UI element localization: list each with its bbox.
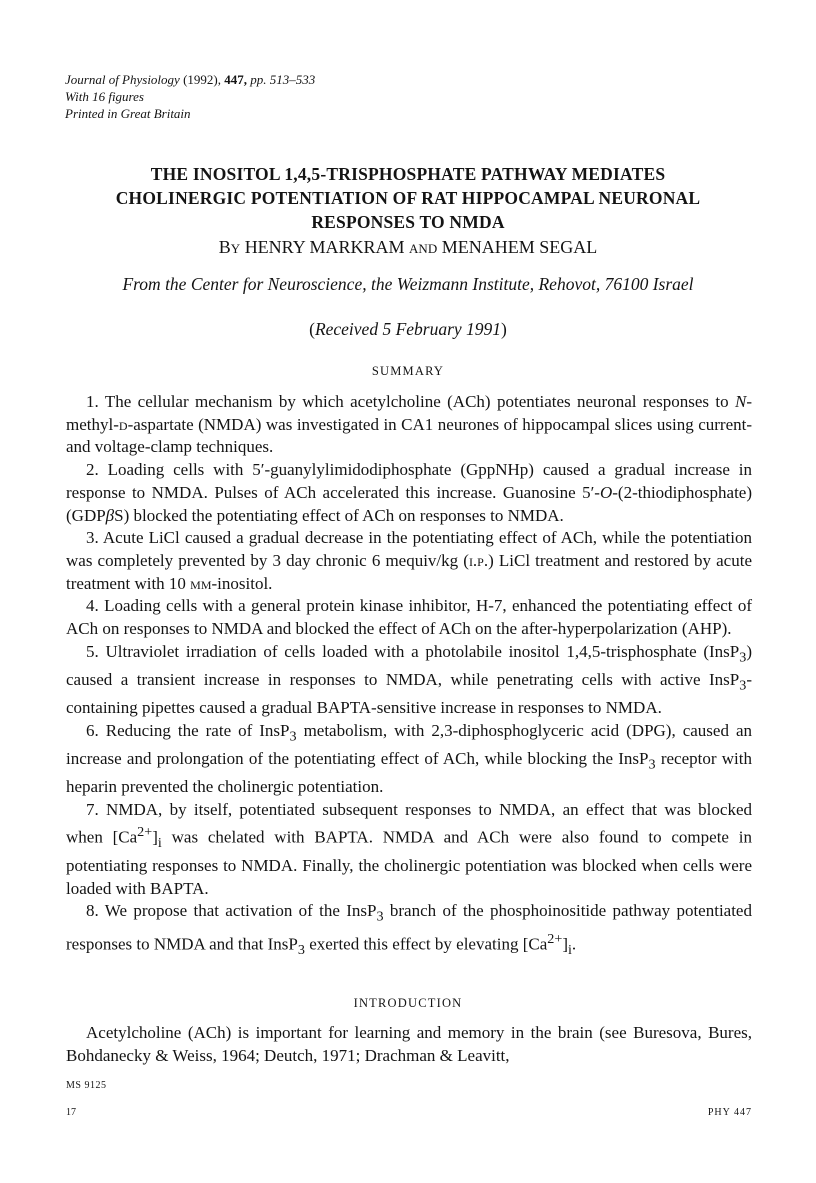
- introduction-heading: INTRODUCTION: [353, 996, 463, 1010]
- manuscript-number: MS 9125: [66, 1080, 107, 1091]
- title-line-3: RESPONSES TO NMDA: [311, 212, 505, 232]
- citation-line: [65, 71, 315, 88]
- summary-item: 8. We propose that activation of the InsP$_3$ branch of the phosphoinositide pathway potentiated responses to NMDA and that InsP$_3$ exerted this effect by elevating $[Ca^{2+}]_i$.: [66, 901, 752, 959]
- by-word: By: [218, 237, 241, 257]
- and-word: and: [409, 237, 438, 257]
- journal-name: Journal of Physiology: [65, 72, 180, 87]
- page-number: 17: [66, 1107, 76, 1118]
- affiliation: From the Center for Neuroscience, the Weizmann Institute, Rehovot, 76100 Israel: [122, 274, 694, 294]
- paper-title: [60, 162, 756, 234]
- summary-item: 5. Ultraviolet irradiation of cells loaded with a photolabile inositol 1,4,5-trisphosphate (InsP$_3$) caused a transient increase in responses to NMDA, while penetrating cells with active InsP$_3$-containing pipettes caused a gradual BAPTA-sensitive increase in responses to NMDA.: [66, 641, 752, 717]
- author-2: MENAHEM SEGAL: [441, 237, 598, 257]
- summary-item: 2. Loading cells with 5′-guanylylimidodiphosphate (GppNHp) caused a gradual increase in response to NMDA. Pulses of ACh accelerated this increase. Guanosine 5′-O-(2-thiodiphosphate) (GDPβS) blocked the potentiating effect of ACh on responses to NMDA.: [66, 460, 752, 525]
- summary-item: 4. Loading cells with a general protein kinase inhibitor, H-7, enhanced the potentiating effect of ACh on responses to NMDA and blocked the effect of ACh on the after-hyperpolarization (AHP).: [66, 596, 752, 639]
- received-date: (Received 5 February 1991): [309, 319, 507, 339]
- summary-item: 3. Acute LiCl caused a gradual decrease in the potentiating effect of ACh, while the potentiation was completely prevented by 3 day chronic 6 mequiv/kg (i.p.) LiCl treatment and restored by acute treatment with 10 mm-inositol.: [66, 528, 752, 593]
- journal-volume: 447,: [224, 72, 247, 87]
- summary-body: [66, 391, 752, 962]
- journal-year: (1992),: [183, 72, 221, 87]
- figures-note: With 16 figures: [65, 89, 144, 104]
- journal-code: PHY 447: [707, 1107, 752, 1118]
- introduction-body: [66, 1021, 752, 1067]
- journal-citation: [65, 71, 315, 122]
- author-line: [60, 237, 756, 258]
- summary-item: 7. NMDA, by itself, potentiated subsequent responses to NMDA, an effect that was blocked when $[Ca^{2+}]_i$ was chelated with BAPTA. NMDA and ACh were also found to compete in potentiating responses to NMDA. Finally, the cholinergic potentiation was blocked when cells were loaded with BAPTA.: [66, 799, 752, 898]
- printed-note: Printed in Great Britain: [65, 106, 191, 121]
- summary-item: 6. Reducing the rate of InsP$_3$ metabolism, with 2,3-diphosphoglyceric acid (DPG), caused an increase and prolongation of the potentiating effect of ACh, while blocking the InsP$_3$ receptor with heparin prevented the cholinergic potentiation.: [66, 720, 753, 796]
- summary-heading: SUMMARY: [371, 364, 445, 378]
- author-1: HENRY MARKRAM: [244, 237, 405, 257]
- summary-item: 1. The cellular mechanism by which acetylcholine (ACh) potentiates neuronal responses to N-methyl-d-aspartate (NMDA) was investigated in CA1 neurones of hippocampal slices using current- and voltage-clamp techniques.: [66, 392, 752, 457]
- introduction-paragraph: Acetylcholine (ACh) is important for learning and memory in the brain (see Buresova, Bures, Bohdanecky & Weiss, 1964; Deutch, 1971; Drachman & Leavitt,: [66, 1023, 752, 1065]
- title-line-1: THE INOSITOL 1,4,5-TRISPHOSPHATE PATHWAY MEDIATES: [150, 164, 666, 184]
- title-line-2: CHOLINERGIC POTENTIATION OF RAT HIPPOCAMPAL NEURONAL: [115, 188, 701, 208]
- journal-pages: pp. 513–533: [250, 72, 316, 87]
- received-text: Received 5 February 1991: [314, 319, 502, 339]
